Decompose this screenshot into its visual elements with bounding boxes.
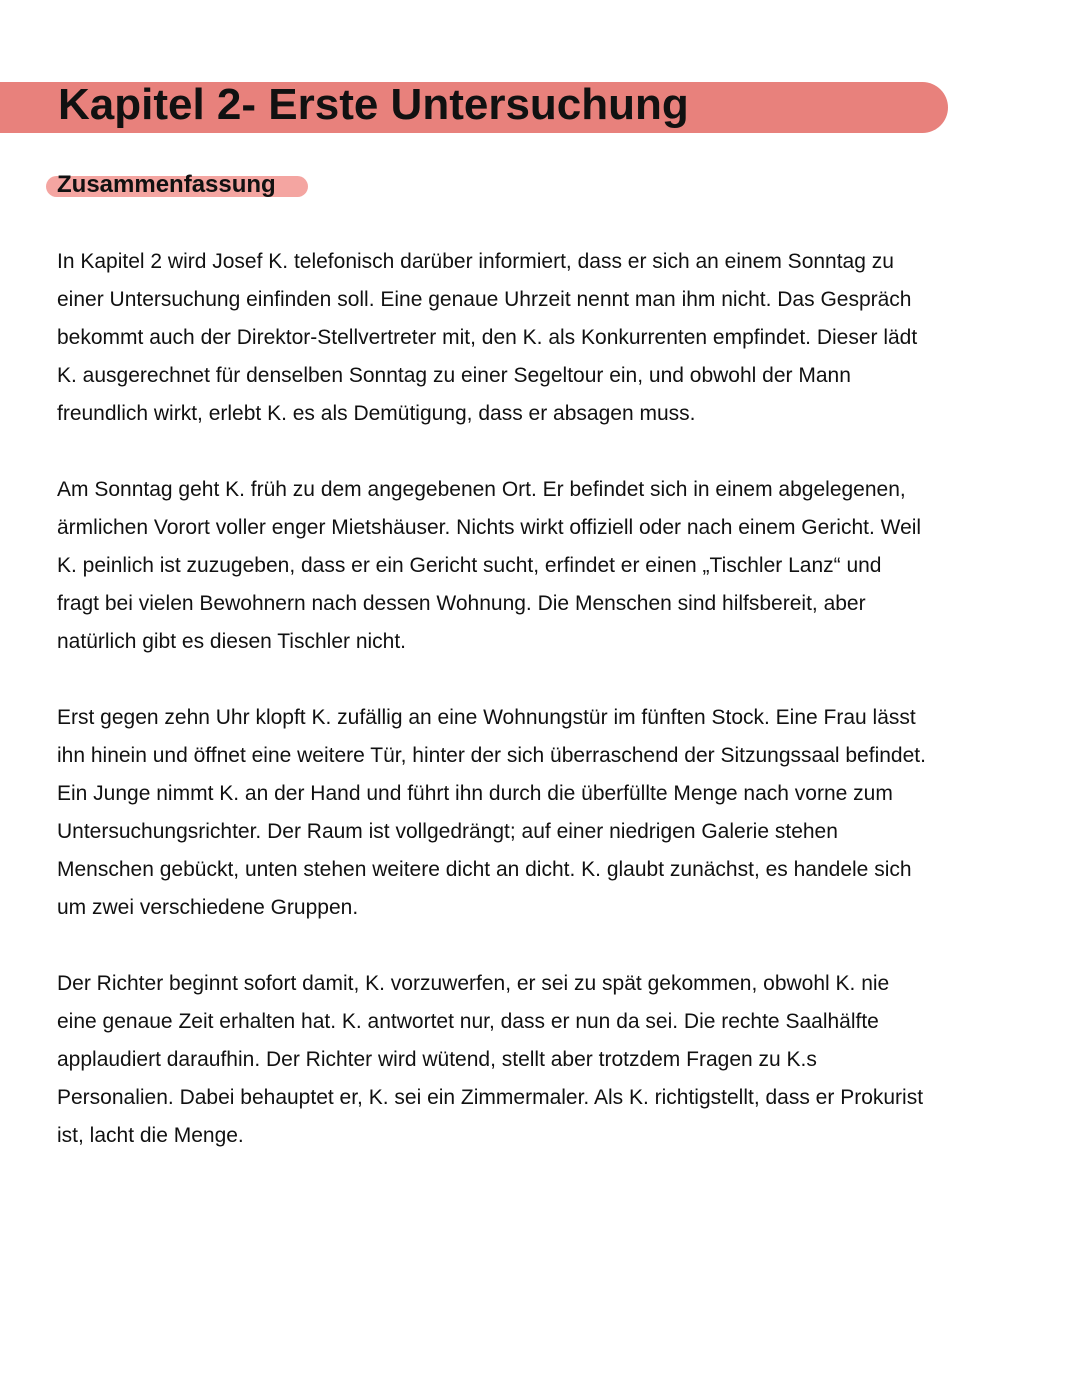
text-line: Am Sonntag geht K. früh zu dem angegebenen Ort. Er befindet sich in einem abgelegenen, bbox=[57, 478, 906, 501]
text-line: Erst gegen zehn Uhr klopft K. zufällig an eine Wohnungstür im fünften Stock. Eine Frau lässt bbox=[57, 706, 916, 729]
page-title: Kapitel 2- Erste Untersuchung bbox=[58, 80, 689, 129]
paragraph-3 bbox=[57, 699, 1032, 927]
text-line: Personalien. Dabei behauptet er, K. sei ein Zimmermaler. Als K. richtigstellt, dass er Prokurist bbox=[57, 1086, 924, 1109]
text-line: natürlich gibt es diesen Tischler nicht. bbox=[57, 630, 407, 653]
text-line: bekommt auch der Direktor-Stellvertreter mit, den K. als Konkurrenten empfindet. Dieser lädt bbox=[57, 326, 918, 349]
paragraph-4 bbox=[57, 965, 1032, 1155]
text-line: Der Richter beginnt sofort damit, K. vorzuwerfen, er sei zu spät gekommen, obwohl K. nie bbox=[57, 972, 890, 995]
text-line: Ein Junge nimmt K. an der Hand und führt ihn durch die überfüllte Menge nach vorne zum bbox=[57, 782, 893, 805]
text-line: Menschen gebückt, unten stehen weitere dicht an dicht. K. glaubt zunächst, es handele sich bbox=[57, 858, 912, 881]
paragraph-2 bbox=[57, 471, 1032, 661]
text-line: K. ausgerechnet für denselben Sonntag zu einer Segeltour ein, und obwohl der Mann bbox=[57, 364, 851, 387]
text-line: Untersuchungsrichter. Der Raum ist vollgedrängt; auf einer niedrigen Galerie stehen bbox=[57, 820, 838, 843]
text-line: ärmlichen Vorort voller enger Mietshäuser. Nichts wirkt offiziell oder nach einem Gericht. Weil bbox=[57, 516, 922, 539]
paragraph-1 bbox=[57, 243, 1032, 433]
text-line: fragt bei vielen Bewohnern nach dessen Wohnung. Die Menschen sind hilfsbereit, aber bbox=[57, 592, 866, 615]
text-line: K. peinlich ist zuzugeben, dass er ein Gericht sucht, erfindet er einen „Tischler Lanz“ und bbox=[57, 554, 882, 577]
text-line: freundlich wirkt, erlebt K. es als Demütigung, dass er absagen muss. bbox=[57, 402, 696, 425]
text-line: eine genaue Zeit erhalten hat. K. antwortet nur, dass er nun da sei. Die rechte Saalhälfte bbox=[57, 1010, 879, 1033]
text-line: In Kapitel 2 wird Josef K. telefonisch darüber informiert, dass er sich an einem Sonntag zu bbox=[57, 250, 894, 273]
summary-body bbox=[57, 243, 1032, 1193]
text-line: ihn hinein und öffnet eine weitere Tür, hinter der sich überraschend der Sitzungssaal befindet. bbox=[57, 744, 926, 767]
text-line: applaudiert daraufhin. Der Richter wird wütend, stellt aber trotzdem Fragen zu K.s bbox=[57, 1048, 817, 1071]
section-heading-text: Zusammenfassung bbox=[57, 171, 276, 198]
text-line: ist, lacht die Menge. bbox=[57, 1124, 244, 1147]
text-line: einer Untersuchung einfinden soll. Eine genaue Uhrzeit nennt man ihm nicht. Das Gespräch bbox=[57, 288, 912, 311]
section-heading bbox=[46, 170, 276, 200]
text-line: um zwei verschiedene Gruppen. bbox=[57, 896, 359, 919]
